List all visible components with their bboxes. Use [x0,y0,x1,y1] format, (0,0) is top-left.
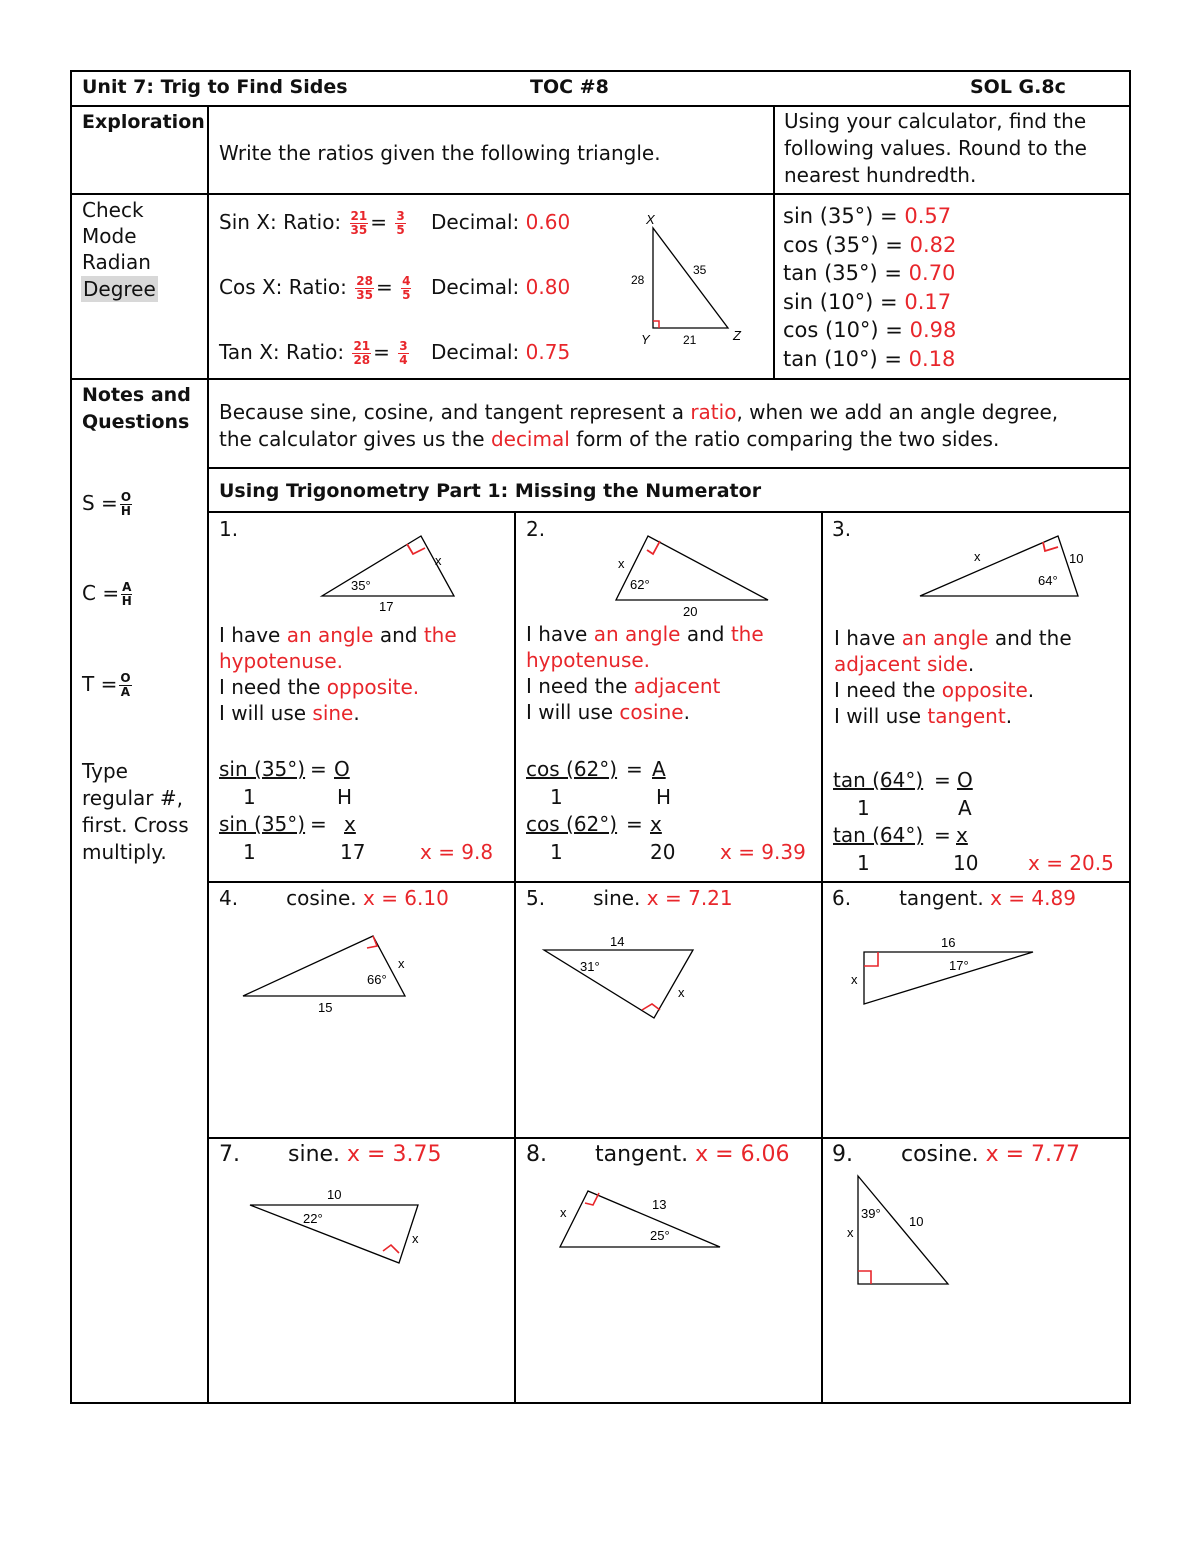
calc-0: sin (35°) = 0.57 [783,204,952,228]
p5-triangle [538,930,708,1025]
p2-eq2: cos (62°) [526,812,618,836]
p5-header: 5. sine. x = 7.21 [526,886,733,910]
svg-text:10: 10 [1069,551,1084,566]
p7-triangle [243,1185,433,1270]
svg-text:15: 15 [318,1000,333,1015]
svg-text:13: 13 [652,1197,667,1212]
svg-text:35°: 35° [351,578,371,593]
calc-values [783,202,956,373]
svg-text:17: 17 [379,599,394,614]
svg-text:10: 10 [909,1214,924,1229]
p2-eq2-num: x [650,812,662,836]
calc-3: sin (10°) = 0.17 [783,289,952,314]
p1-eq2-sign: = [310,812,327,836]
p1-answer: x = 9.8 [420,840,494,864]
ratio-tan: Tan X: Ratio: $\frac{21}{28}$ = $\frac{3}{4}$ [219,339,408,367]
formula-sine: S = $\frac{O}{H}$ [82,490,132,518]
border-col-calc [773,105,775,380]
svg-text:x: x [851,972,858,987]
p2-eq1-num: A [652,757,666,781]
ratio-sin: Sin X: Ratio: $\frac{21}{35}$ = $\frac{3}{5}$ [219,209,405,237]
svg-text:31°: 31° [580,959,600,974]
calc-2: tan (35°) = 0.70 [783,261,956,285]
p3-eq1: tan (64°) [833,768,924,792]
p3-triangle [912,530,1092,605]
p1-eq1: sin (35°) [219,757,306,781]
svg-text:16: 16 [941,935,956,950]
p3-eq1-sign: = [934,768,951,792]
p2-num: 2. [526,517,546,541]
vertex-z: Z [733,328,741,343]
svg-text:39°: 39° [861,1206,881,1221]
border-left [70,70,72,1404]
p2-eq2-one: 1 [550,840,563,864]
p3-num: 3. [832,517,852,541]
svg-text:64°: 64° [1038,573,1058,588]
vertex-x: X [646,212,655,227]
border-right [1129,70,1131,1404]
svg-text:x: x [618,556,625,571]
svg-text:x: x [974,549,981,564]
p3-answer: x = 20.5 [1028,851,1114,875]
svg-text:20: 20 [683,604,698,619]
formula-tangent: T = $\frac{O}{A}$ [82,671,131,699]
p1-eq2-one: 1 [243,840,256,864]
side-xy: 28 [631,273,645,287]
type-tip-0: Type [82,759,128,783]
mode-mode: Mode [82,224,137,248]
border-col1 [207,105,209,1404]
toc-label: TOC #8 [530,76,609,98]
svg-text:17°: 17° [949,958,969,973]
p1-eq1-sign: = [310,757,327,781]
mode-degree: Degree [83,277,156,301]
svg-text:62°: 62° [630,577,650,592]
border-col2 [514,511,516,1404]
p3-eq2: tan (64°) [833,823,924,847]
type-tip-1: regular #, [82,786,183,810]
p8-header: 8. tangent. x = 6.06 [526,1142,790,1167]
p3-reasoning: I have an angle and the adjacent side. I need the opposite. I will use tangent. [834,626,1072,728]
p9-triangle [840,1170,960,1290]
mode-check: Check [82,198,144,222]
border-row2 [207,1137,1131,1139]
side-xz: 35 [693,263,707,277]
p7-header: 7. sine. x = 3.75 [219,1142,442,1167]
border-col3 [821,511,823,1404]
calc-prompt: Using your calculator, find the following values. Round to the nearest hundredth. [784,109,1087,187]
decimal-sin: Decimal: 0.60 [431,210,571,234]
p1-triangle [315,530,465,615]
calc-1: cos (35°) = 0.82 [783,232,957,257]
formula-cosine: C = $\frac{A}{H}$ [82,580,132,608]
svg-text:22°: 22° [303,1211,323,1226]
svg-text:x: x [678,985,685,1000]
svg-text:x: x [560,1205,567,1220]
p1-eq1-num: O [334,757,350,781]
border-explore [70,193,1131,195]
p3-eq2-den: 10 [953,851,979,875]
p2-eq2-sign: = [626,812,643,836]
type-tip-3: multiply. [82,840,167,864]
border-bottom [70,1402,1131,1404]
p1-eq2-num: x [344,812,356,836]
border-header [70,105,1131,107]
border-row1 [207,881,1131,883]
intro-line-2: the calculator gives us the decimal form of the ratio comparing the two sides. [219,427,1000,451]
p2-triangle [610,530,780,620]
decimal-tan: Decimal: 0.75 [431,340,571,364]
p1-eq1-den: H [337,785,353,809]
part-title: Using Trigonometry Part 1: Missing the Numerator [219,480,762,502]
p1-eq1-one: 1 [243,785,256,809]
svg-text:x: x [847,1225,854,1240]
svg-text:14: 14 [610,934,625,949]
calc-5: tan (10°) = 0.18 [783,346,956,371]
p2-reasoning: I have an angle and the hypotenuse. I need the adjacent I will use cosine. [526,622,764,724]
exploration-prompt: Write the ratios given the following triangle. [219,141,661,165]
p2-eq1-den: H [656,785,672,809]
p2-eq1-sign: = [626,757,643,781]
svg-text:x: x [435,553,442,568]
border-top [70,70,1131,72]
border-intro [207,467,1131,469]
p4-header: 4. cosine. x = 6.10 [219,886,449,910]
svg-text:x: x [398,956,405,971]
svg-text:66°: 66° [367,972,387,987]
border-check [70,378,1131,380]
p3-eq1-one: 1 [857,796,870,820]
calc-4: cos (10°) = 0.98 [783,318,957,342]
p1-num: 1. [219,517,239,541]
ratio-cos: Cos X: Ratio: $\frac{28}{35}$ = $\frac{4}{5}$ [219,274,411,302]
p2-eq1-one: 1 [550,785,563,809]
svg-text:10: 10 [327,1187,342,1202]
svg-text:25°: 25° [650,1228,670,1243]
decimal-cos: Decimal: 0.80 [431,275,571,299]
p6-header: 6. tangent. x = 4.89 [832,886,1076,910]
mode-radian: Radian [82,250,151,274]
p3-eq2-sign: = [934,823,951,847]
border-part [207,511,1131,513]
notes-label: Notes and Questions [82,384,191,433]
p3-eq1-den: A [958,796,972,820]
p4-triangle [238,930,418,1020]
p9-header: 9. cosine. x = 7.77 [832,1142,1081,1167]
p1-reasoning: I have an angle and the hypotenuse. I need the opposite. I will use sine. [219,623,457,725]
p8-triangle [552,1185,732,1255]
p3-eq1-num: O [957,768,973,792]
p1-eq2-den: 17 [340,840,366,864]
p2-answer: x = 9.39 [720,840,806,864]
p1-eq2: sin (35°) [219,812,306,836]
type-tip-2: first. Cross [82,813,189,837]
p3-eq2-one: 1 [857,851,870,875]
side-yz: 21 [683,333,697,347]
intro-line-1: Because sine, cosine, and tangent represent a ratio, when we add an angle degree, [219,400,1059,424]
vertex-y: Y [641,332,650,347]
p2-eq2-den: 20 [650,840,676,864]
exploration-label: Exploration [82,111,205,133]
sol-label: SOL G.8c [970,76,1066,98]
svg-text:x: x [412,1231,419,1246]
unit-title: Unit 7: Trig to Find Sides [82,76,348,98]
triangle-xyz [625,208,755,348]
p2-eq1: cos (62°) [526,757,618,781]
p3-eq2-num: x [956,823,968,847]
p6-triangle [845,930,1045,1015]
